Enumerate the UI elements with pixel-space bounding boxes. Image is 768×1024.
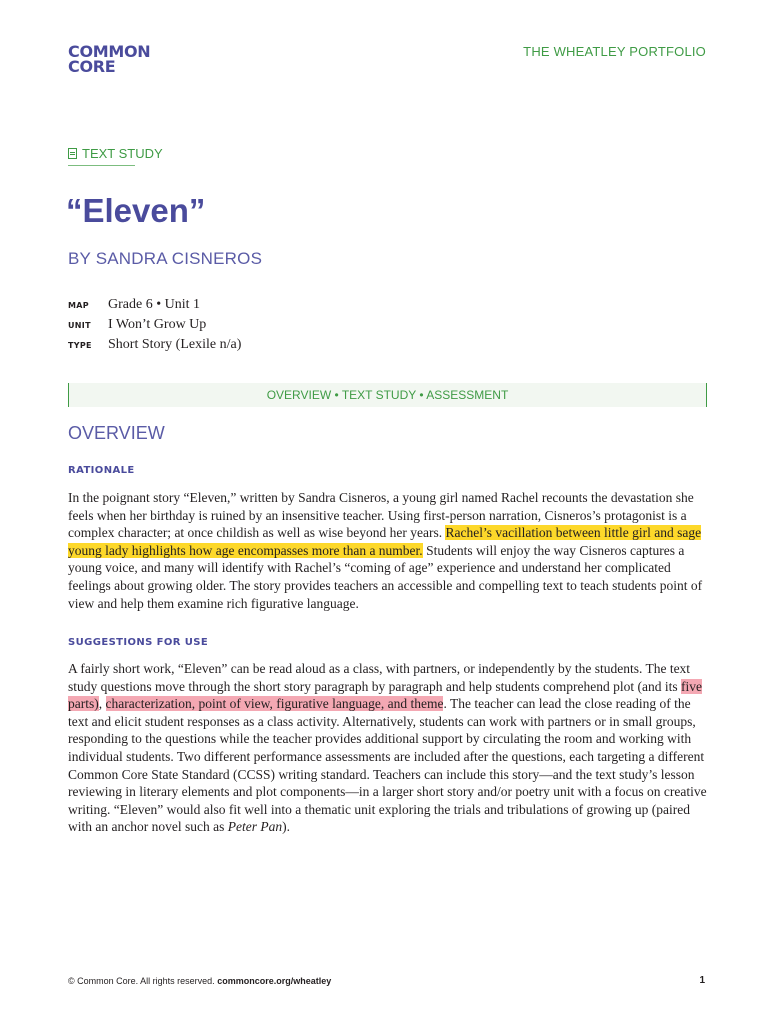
suggestions-text-1: A fairly short work, “Eleven” can be read aloud as a class, with partners, or independently by the students. The text study questions move through the short story paragraph by paragraph and help students comprehend plot (and its — [68, 661, 691, 694]
meta-value: Short Story (Lexile n/a) — [108, 337, 242, 352]
footer-copyright: © Common Core. All rights reserved. — [68, 976, 218, 986]
author-byline: BY SANDRA CISNEROS — [68, 249, 263, 268]
rationale-heading: RATIONALE — [68, 465, 135, 476]
portfolio-title: THE WHEATLEY PORTFOLIO — [523, 44, 706, 59]
meta-row-unit — [68, 317, 241, 337]
section-tag — [68, 146, 163, 166]
suggestions-highlight-1: five parts) — [68, 678, 702, 712]
footer-url-link[interactable]: commoncore.org/wheatley — [217, 976, 332, 986]
meta-key: UNIT — [68, 321, 91, 330]
rationale-paragraph — [68, 489, 708, 612]
logo-line-1: COMMON — [68, 42, 151, 61]
suggestions-highlight-2: characterization, point of view, figurative language, and theme — [105, 696, 444, 712]
common-core-logo — [68, 44, 150, 74]
meta-key: TYPE — [68, 341, 92, 350]
overview-heading: OVERVIEW — [68, 423, 165, 443]
footer — [68, 976, 331, 986]
page-number: 1 — [699, 975, 705, 986]
suggestions-separator: , — [98, 696, 106, 712]
rationale-highlight: Rachel’s vacillation between little girl and sage young lady highlights how age encompasses more than a number. — [68, 525, 702, 558]
meta-row-type — [68, 337, 241, 357]
logo-line-2: CORE — [68, 57, 116, 76]
suggestions-text-2: . The teacher can lead the close reading of the text and elicit student responses as a class activity. Alternatively, students can work with partners or in small groups, responding to the questions while the teacher provides additional support by circulating the room and working with individual students. Two different performance assessments are included after the questions, each targeting a different Common Core State Standard (CCSS) writing standard. Teachers can include this story—and the text study’s lesson reviewing in literary elements and plot components—in a larger short story and/or poetry unit with a focus on creative writing. “Eleven” would also fit well into a thematic unit exploring the trials and tribulations of growing up (paired with an anchor novel such as — [68, 696, 707, 835]
suggestions-paragraph — [68, 660, 708, 836]
section-navigation-bar[interactable]: OVERVIEW • TEXT STUDY • ASSESSMENT — [68, 383, 707, 407]
section-tag-label: TEXT STUDY — [82, 146, 163, 161]
suggestions-heading: SUGGESTIONS FOR USE — [68, 637, 209, 648]
meta-value: Grade 6 • Unit 1 — [108, 297, 200, 312]
rationale-text-1: In the poignant story “Eleven,” written by Sandra Cisneros, a young girl named Rachel recounts the devastation she feels when her birthday is ruined by an insensitive teacher. Using first-person narration, Cisneros’s protagonist is a complex character; at once childish as well as wise beyond her years. — [68, 490, 694, 541]
suggestions-italic-title: Peter Pan — [227, 819, 283, 835]
suggestions-text-3: ). — [282, 819, 290, 835]
meta-table — [68, 297, 241, 357]
meta-value: I Won’t Grow Up — [108, 317, 207, 332]
page-title: “Eleven” — [66, 192, 206, 229]
document-icon — [68, 148, 77, 159]
meta-row-map — [68, 297, 241, 317]
rationale-text-2: Students will enjoy the way Cisneros captures a young voice, and many will identify with Rachel’s “coming of age” experience and understand her complicated feelings about growing older. The story provides teachers an accessible and compelling text to teach students point of view and help them examine rich figurative language. — [68, 542, 703, 611]
meta-key: MAP — [68, 301, 89, 310]
